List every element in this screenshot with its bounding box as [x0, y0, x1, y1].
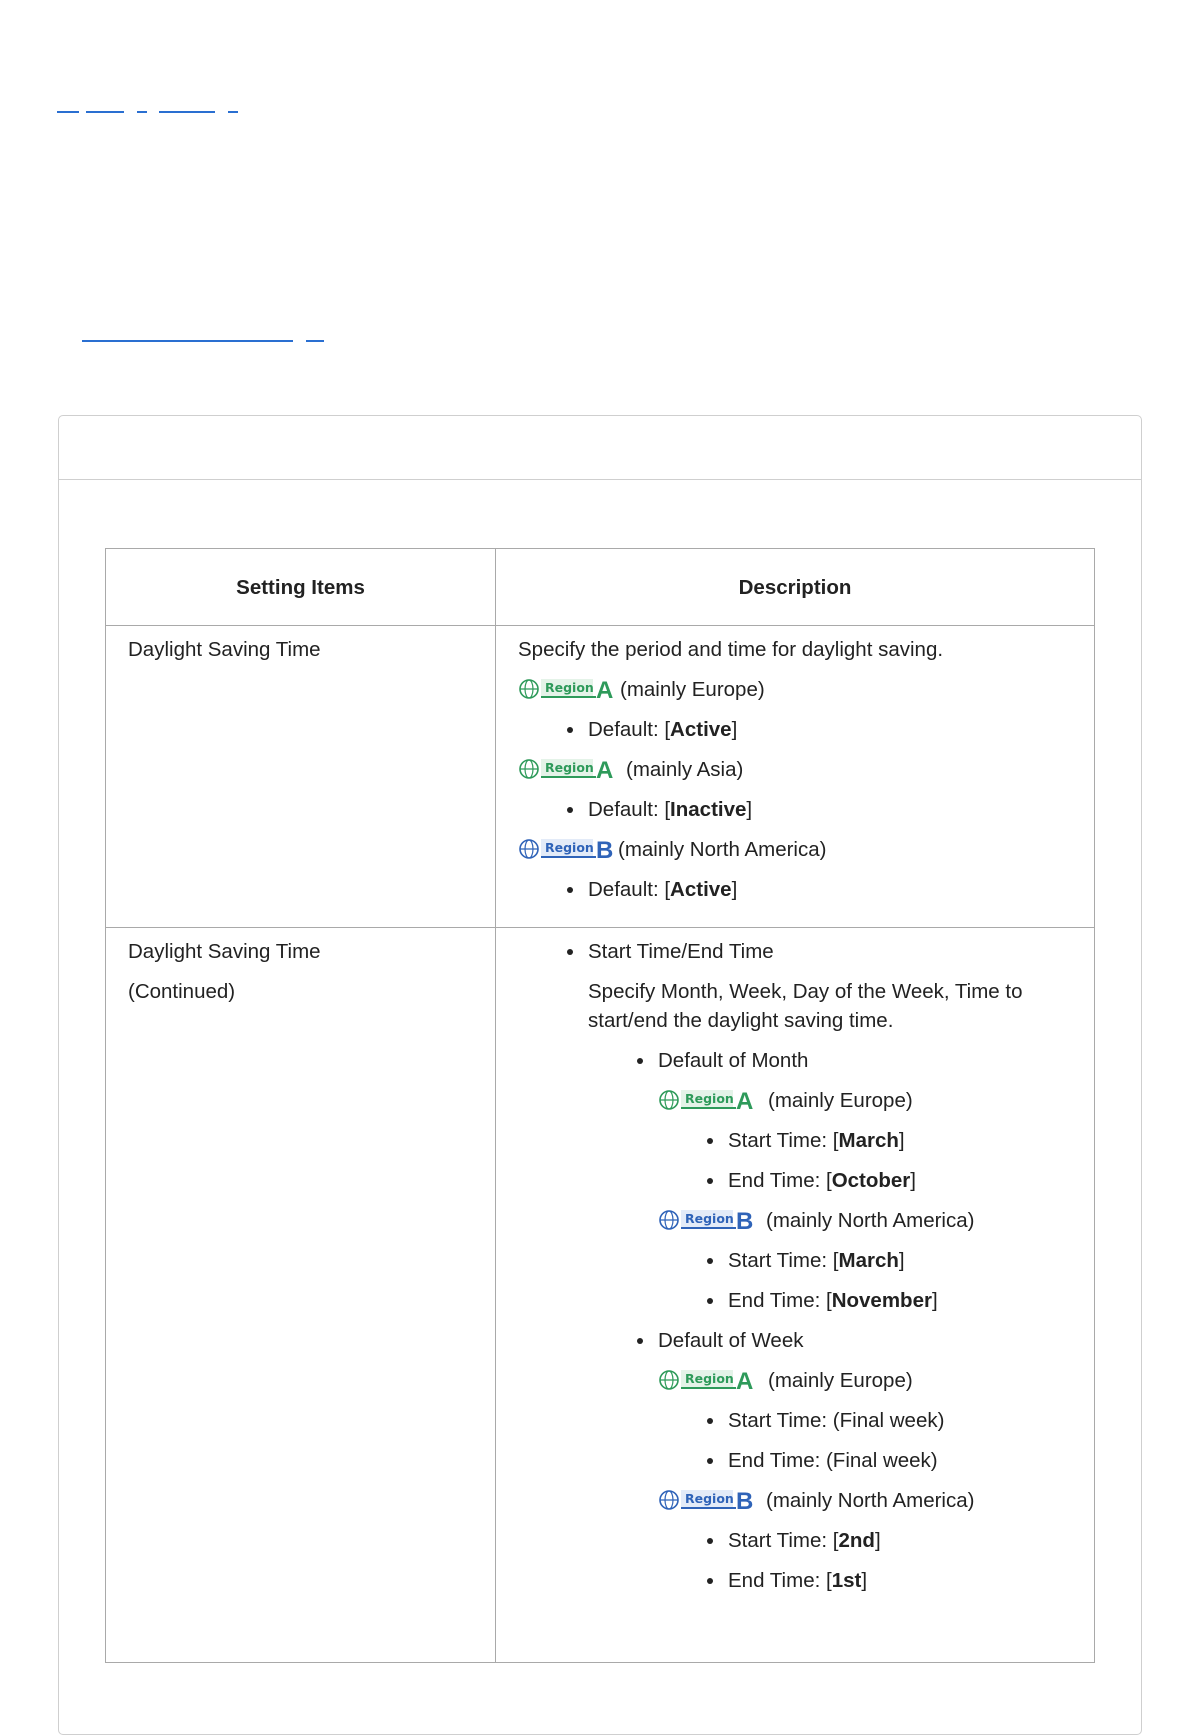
list-item — [518, 937, 1072, 1595]
region-america-label: (mainly North America) — [766, 1209, 975, 1232]
list-item: Start Time: [March] — [658, 1126, 1072, 1155]
setting-item-name: Daylight Saving Time — [128, 638, 321, 661]
europe-defaults — [518, 715, 1072, 744]
table-header-row — [106, 549, 1095, 626]
region-word: Region — [545, 760, 594, 775]
region-letter-a: A — [736, 1088, 754, 1111]
region-line-europe — [658, 1086, 1072, 1115]
month-list — [588, 1046, 1072, 1075]
region-word: Region — [545, 680, 594, 695]
setting-item-cell — [106, 626, 496, 928]
region-a-icon — [658, 1367, 756, 1391]
breadcrumb-link-2[interactable] — [86, 111, 124, 113]
region-america-label: (mainly North America) — [766, 1489, 975, 1512]
breadcrumb-link-1[interactable] — [57, 111, 79, 113]
list-item: End Time: [1st] — [658, 1566, 1072, 1595]
setting-item-name: Daylight Saving Time — [128, 940, 321, 963]
region-line-europe — [658, 1366, 1072, 1395]
region-b-icon — [658, 1487, 754, 1511]
region-letter-a: A — [736, 1368, 754, 1391]
start-end-list — [518, 937, 1072, 1595]
list-item: End Time: [October] — [658, 1166, 1072, 1195]
region-letter-b: B — [736, 1208, 754, 1231]
setting-item-cell — [106, 928, 496, 1663]
week-list — [588, 1326, 1072, 1355]
region-line-america — [658, 1206, 1072, 1235]
breadcrumb-link-4[interactable] — [159, 111, 215, 113]
description-cell — [496, 626, 1095, 928]
asia-defaults — [518, 795, 1072, 824]
america-defaults — [518, 875, 1072, 904]
month-europe-values — [658, 1126, 1072, 1195]
region-a-icon — [658, 1087, 756, 1111]
list-item: Start Time: [March] — [658, 1246, 1072, 1275]
region-europe-label: (mainly Europe) — [620, 678, 765, 701]
list-item: Default: [Active] — [518, 875, 1072, 904]
region-letter-b: B — [736, 1488, 754, 1511]
region-america-label: (mainly North America) — [618, 838, 827, 861]
region-letter-a: A — [596, 757, 614, 780]
region-b-icon — [518, 836, 614, 860]
list-item: End Time: [November] — [658, 1286, 1072, 1315]
week-america-values — [658, 1526, 1072, 1595]
region-asia-label: (mainly Asia) — [626, 758, 744, 781]
week-title: Default of Week — [658, 1329, 804, 1352]
panel-header — [59, 416, 1141, 480]
settings-table — [105, 548, 1095, 1663]
region-letter-a: A — [596, 677, 614, 700]
start-end-desc: Specify Month, Week, Day of the Week, Time to start/end the daylight saving time. — [588, 980, 1023, 1032]
section-link-arrow[interactable] — [306, 340, 324, 342]
default-value: Inactive — [670, 798, 747, 821]
week-europe-values — [658, 1406, 1072, 1475]
table-row — [106, 626, 1095, 928]
list-item — [588, 1046, 1072, 1075]
region-b-icon — [658, 1207, 754, 1231]
region-a-icon — [518, 756, 616, 780]
section-link[interactable] — [82, 340, 293, 342]
description-intro: Specify the period and time for daylight saving. — [518, 638, 944, 661]
region-line-america — [518, 835, 1072, 864]
default-value: Active — [670, 718, 732, 741]
month-title: Default of Month — [658, 1049, 809, 1072]
region-line-europe — [518, 675, 1072, 704]
region-a-icon — [518, 676, 616, 700]
list-item: End Time: (Final week) — [658, 1446, 1072, 1475]
list-item: Start Time: (Final week) — [658, 1406, 1072, 1435]
col-setting-items: Setting Items — [106, 549, 496, 626]
region-word: Region — [545, 840, 594, 855]
list-item: Default: [Inactive] — [518, 795, 1072, 824]
region-europe-label: (mainly Europe) — [768, 1089, 913, 1112]
region-word: Region — [685, 1491, 734, 1506]
region-line-asia — [518, 755, 1072, 784]
region-europe-label: (mainly Europe) — [768, 1369, 913, 1392]
month-regions — [588, 1086, 1072, 1315]
breadcrumb-link-5[interactable] — [228, 111, 238, 113]
region-letter-b: B — [596, 837, 614, 860]
list-item — [588, 1326, 1072, 1355]
list-item: Start Time: [2nd] — [658, 1526, 1072, 1555]
description-cell — [496, 928, 1095, 1663]
table-row — [106, 928, 1095, 1663]
start-end-title: Start Time/End Time — [588, 940, 774, 963]
month-america-values — [658, 1246, 1072, 1315]
region-word: Region — [685, 1211, 734, 1226]
list-item: Default: [Active] — [518, 715, 1072, 744]
week-regions — [588, 1366, 1072, 1595]
region-word: Region — [685, 1371, 734, 1386]
region-line-america — [658, 1486, 1072, 1515]
setting-item-continued: (Continued) — [128, 980, 236, 1003]
region-word: Region — [685, 1091, 734, 1106]
col-description: Description — [496, 549, 1095, 626]
default-value: Active — [670, 878, 732, 901]
breadcrumb-link-3[interactable] — [137, 111, 147, 113]
